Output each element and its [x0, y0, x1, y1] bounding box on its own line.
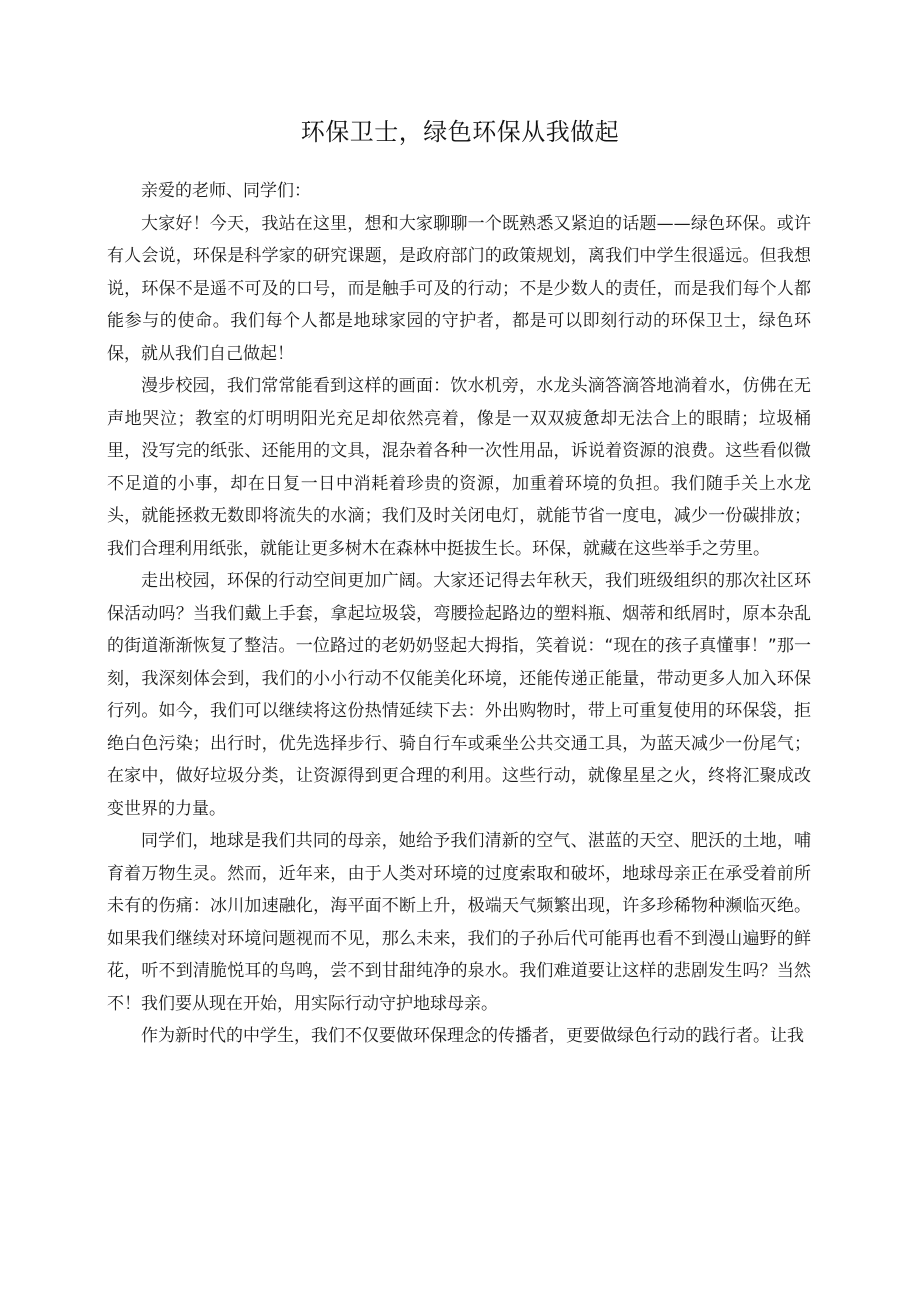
paragraph-1: 大家好！今天，我站在这里，想和大家聊聊一个既熟悉又紧迫的话题——绿色环保。或许有人会说，环保是科学家的研究课题，是政府部门的政策规划，离我们中学生很遥远。但我想说，环保不是遥不可及的口号，而是触手可及的行动；不是少数人的责任，而是我们每个人都能参与的使命。我们每个人都是地球家园的守护者，都是可以即刻行动的环保卫士，绿色环保，就从我们自己做起！	[107, 213, 811, 364]
salutation: 亲爱的老师、同学们：	[141, 181, 311, 201]
paragraph-3: 走出校园，环保的行动空间更加广阔。大家还记得去年秋天，我们班级组织的那次社区环保活动吗？当我们戴上手套，拿起垃圾袋，弯腰捡起路边的塑料瓶、烟蒂和纸屑时，原本杂乱的街道渐渐恢复了整洁。一位路过的老奶奶竖起大拇指，笑着说：“现在的孩子真懂事！”那一刻，我深刻体会到，我们的小小行动不仅能美化环境，还能传递正能量，带动更多人加入环保行列。如今，我们可以继续将这份热情延续下去：外出购物时，带上可重复使用的环保袋，拒绝白色污染；出行时，优先选择步行、骑自行车或乘坐公共交通工具，为蓝天减少一份尾气；在家中，做好垃圾分类，让资源得到更合理的利用。这些行动，就像星星之火，终将汇聚成改变世界的力量。	[107, 571, 811, 819]
document-title: 环保卫士，绿色环保从我做起	[300, 118, 620, 146]
paragraph-2: 漫步校园，我们常常能看到这样的画面：饮水机旁，水龙头滴答滴答地淌着水，仿佛在无声地哭泣；教室的灯明明阳光充足却依然亮着，像是一双双疲惫却无法合上的眼睛；垃圾桶里，没写完的纸张、还能用的文具，混杂着各种一次性用品，诉说着资源的浪费。这些看似微不足道的小事，却在日复一日中消耗着珍贵的资源，加重着环境的负担。我们随手关上水龙头，就能拯救无数即将流失的水滴；我们及时关闭电灯，就能节省一度电，减少一份碳排放；我们合理利用纸张，就能让更多树木在森林中挺拔生长。环保，就藏在这些举手之劳里。	[107, 376, 811, 559]
paragraph-4: 同学们，地球是我们共同的母亲，她给予我们清新的空气、湛蓝的天空、肥沃的土地，哺育着万物生灵。然而，近年来，由于人类对环境的过度索取和破坏，地球母亲正在承受着前所未有的伤痛：冰川加速融化，海平面不断上升，极端天气频繁出现，许多珍稀物种濒临灭绝。如果我们继续对环境问题视而不见，那么未来，我们的子孙后代可能再也看不到漫山遍野的鲜花，听不到清脆悦耳的鸟鸣，尝不到甘甜纯净的泉水。我们难道要让这样的悲剧发生吗？当然不！我们要从现在开始，用实际行动守护地球母亲。	[107, 831, 811, 1014]
document-body	[107, 175, 811, 1053]
paragraph-5: 作为新时代的中学生，我们不仅要做环保理念的传播者，更要做绿色行动的践行者。让我	[141, 1026, 804, 1046]
